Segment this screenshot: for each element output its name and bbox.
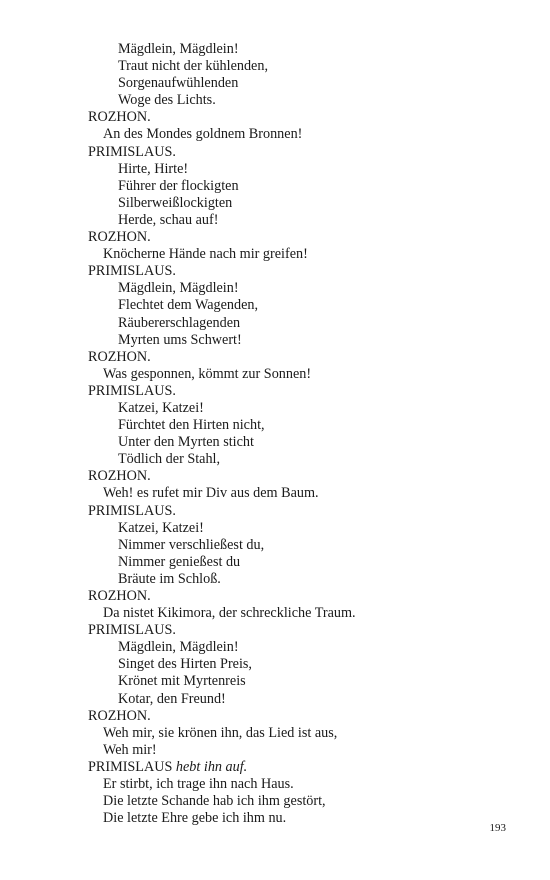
song-line	[88, 58, 528, 75]
speech-line	[88, 246, 528, 263]
line-text: Flechtet dem Wagenden,	[118, 297, 259, 314]
song-line	[88, 161, 528, 178]
speaker-name	[88, 588, 528, 605]
line-text: Da nistet Kikimora, der schreckliche Traum.	[103, 605, 356, 622]
line-text: Hirte, Hirte!	[118, 160, 189, 177]
song-line	[88, 315, 528, 332]
song-line	[88, 41, 528, 58]
song-line	[88, 451, 528, 468]
speech-line	[88, 485, 528, 502]
speaker-name	[88, 144, 528, 161]
song-line	[88, 332, 528, 349]
line-text: Silberweißlockigten	[118, 194, 233, 211]
speech-line	[88, 810, 528, 827]
line-text: An des Mondes goldnem Bronnen!	[103, 126, 303, 143]
line-text: Woge des Lichts.	[118, 92, 216, 109]
line-text: Traut nicht der kühlenden,	[118, 58, 268, 75]
line-text: Fürchtet den Hirten nicht,	[118, 417, 265, 434]
line-text: Singet des Hirten Preis,	[118, 656, 252, 673]
line-text: Mägdlein, Mägdlein!	[118, 41, 239, 57]
line-text: ROZHON.	[88, 707, 151, 724]
line-text: Führer der flockigten	[118, 177, 239, 194]
song-line	[88, 178, 528, 195]
speaker-name	[88, 759, 528, 776]
line-text: Nimmer verschließest du,	[118, 536, 265, 553]
line-text: Sorgenaufwühlenden	[118, 75, 239, 92]
speech-line	[88, 776, 528, 793]
song-line	[88, 520, 528, 537]
line-text: ROZHON.	[88, 348, 151, 365]
song-line	[88, 656, 528, 673]
song-line	[88, 400, 528, 417]
line-text: Was gesponnen, kömmt zur Sonnen!	[103, 365, 312, 382]
speaker-name	[88, 468, 528, 485]
line-text: Die letzte Ehre gebe ich ihm nu.	[103, 810, 287, 827]
line-text: Unter den Myrten sticht	[118, 434, 254, 451]
line-text: Krönet mit Myrtenreis	[118, 673, 246, 690]
song-line	[88, 554, 528, 571]
line-text: ROZHON.	[88, 588, 151, 604]
song-line	[88, 571, 528, 588]
line-text: Tödlich der Stahl,	[118, 451, 221, 468]
speech-line	[88, 605, 528, 622]
song-line	[88, 673, 528, 690]
line-text: Myrten ums Schwert!	[118, 331, 242, 348]
line-text: Räubererschlagenden	[118, 314, 241, 331]
speaker-name	[88, 503, 528, 520]
song-line	[88, 75, 528, 92]
speaker-name	[88, 349, 528, 366]
line-text: PRIMISLAUS	[88, 758, 173, 775]
line-text: Mägdlein, Mägdlein!	[118, 639, 239, 656]
speaker-name	[88, 708, 528, 725]
line-text: Nimmer genießest du	[118, 553, 241, 570]
speaker-name	[88, 622, 528, 639]
line-text: Knöcherne Hände nach mir greifen!	[103, 246, 308, 263]
line-text: Er stirbt, ich trage ihn nach Haus.	[103, 776, 294, 793]
line-text: ROZHON.	[88, 468, 151, 485]
song-line	[88, 639, 528, 656]
speech-line	[88, 725, 528, 742]
line-text: ROZHON.	[88, 229, 151, 246]
song-line	[88, 280, 528, 297]
speech-line	[88, 126, 528, 143]
speech-line	[88, 366, 528, 383]
line-text: ROZHON.	[88, 109, 151, 126]
line-text: Weh mir!	[103, 741, 157, 758]
line-text: Kotar, den Freund!	[118, 690, 226, 707]
line-text: Katzei, Katzei!	[118, 519, 204, 536]
line-text: PRIMISLAUS.	[88, 382, 176, 399]
line-text: Weh mir, sie krönen ihn, das Lied ist aus,	[103, 724, 338, 741]
speech-line	[88, 793, 528, 810]
song-line	[88, 537, 528, 554]
line-text: PRIMISLAUS.	[88, 622, 176, 639]
song-line	[88, 297, 528, 314]
line-text: Weh! es rufet mir Div aus dem Baum.	[103, 485, 319, 502]
line-text: Die letzte Schande hab ich ihm gestört,	[103, 793, 326, 810]
song-line	[88, 195, 528, 212]
line-text: Herde, schau auf!	[118, 211, 219, 228]
dialogue-text	[88, 41, 528, 827]
speaker-name	[88, 229, 528, 246]
stage-direction: hebt ihn auf.	[175, 758, 248, 775]
speech-line	[88, 742, 528, 759]
speaker-name	[88, 109, 528, 126]
speaker-name	[88, 383, 528, 400]
line-text: PRIMISLAUS.	[88, 143, 176, 160]
line-text: Bräute im Schloß.	[118, 570, 221, 587]
line-text: PRIMISLAUS.	[88, 263, 176, 280]
line-text: Mägdlein, Mägdlein!	[118, 280, 239, 297]
line-text: Katzei, Katzei!	[118, 399, 204, 416]
line-text: PRIMISLAUS.	[88, 502, 176, 519]
speaker-name	[88, 263, 528, 280]
song-line	[88, 92, 528, 109]
song-line	[88, 417, 528, 434]
page-number: 193	[489, 822, 506, 834]
song-line	[88, 212, 528, 229]
song-line	[88, 691, 528, 708]
song-line	[88, 434, 528, 451]
